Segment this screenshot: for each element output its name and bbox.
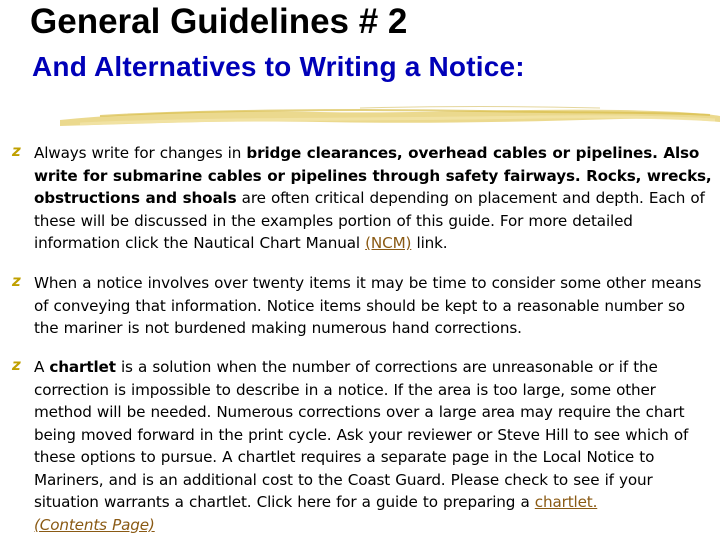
z-bullet-icon: z <box>12 142 21 160</box>
bullet-2-text: When a notice involves over twenty items it may be time to consider some other means of conveying that information. Notice items should be kept to a reasonable number so the mariner is not burdened making numerous hand corrections. <box>34 274 702 337</box>
bullet-3-text: A chartlet is a solution when the number of corrections are unreasonable or if the correction is impossible to describe in a notice. If the area is too large, some other method will be needed. Numerous corrections over a large area may require the chart being moved forward in the print cycle. Ask your reviewer or Steve Hill to see which of these options to pursue. A chartlet requires a separate page in the Local Notice to Mariners, and is an additional cost to the Coast Guard. Please check to see if your situation warrants a chartlet. Click here for a guide to preparing a chartlet. (Contents Page) <box>34 358 689 534</box>
z-bullet-icon: z <box>12 356 21 374</box>
z-bullet-icon: z <box>12 272 21 290</box>
bullet-item-3 <box>12 356 712 536</box>
page-title: General Guidelines # 2 <box>30 2 408 41</box>
page-subtitle: And Alternatives to Writing a Notice: <box>32 51 525 82</box>
chartlet-guide-link[interactable]: chartlet. <box>534 493 598 511</box>
bullet-item-1 <box>12 142 712 255</box>
contents-page-link[interactable]: (Contents Page) <box>34 515 155 534</box>
ncm-link[interactable]: (NCM) <box>365 234 412 252</box>
brush-stroke-divider <box>60 100 720 134</box>
bullet-1-text: Always write for changes in bridge clearances, overhead cables or pipelines. Also write for submarine cables or pipelines through safety fairways. Rocks, wrecks, obstructions and shoals are often critical depending on placement and depth. Each of these will be discussed in the examples portion of this guide. For more detailed information click the Nautical Chart Manual (NCM) link. <box>34 144 712 252</box>
bullet-item-2 <box>12 272 712 340</box>
